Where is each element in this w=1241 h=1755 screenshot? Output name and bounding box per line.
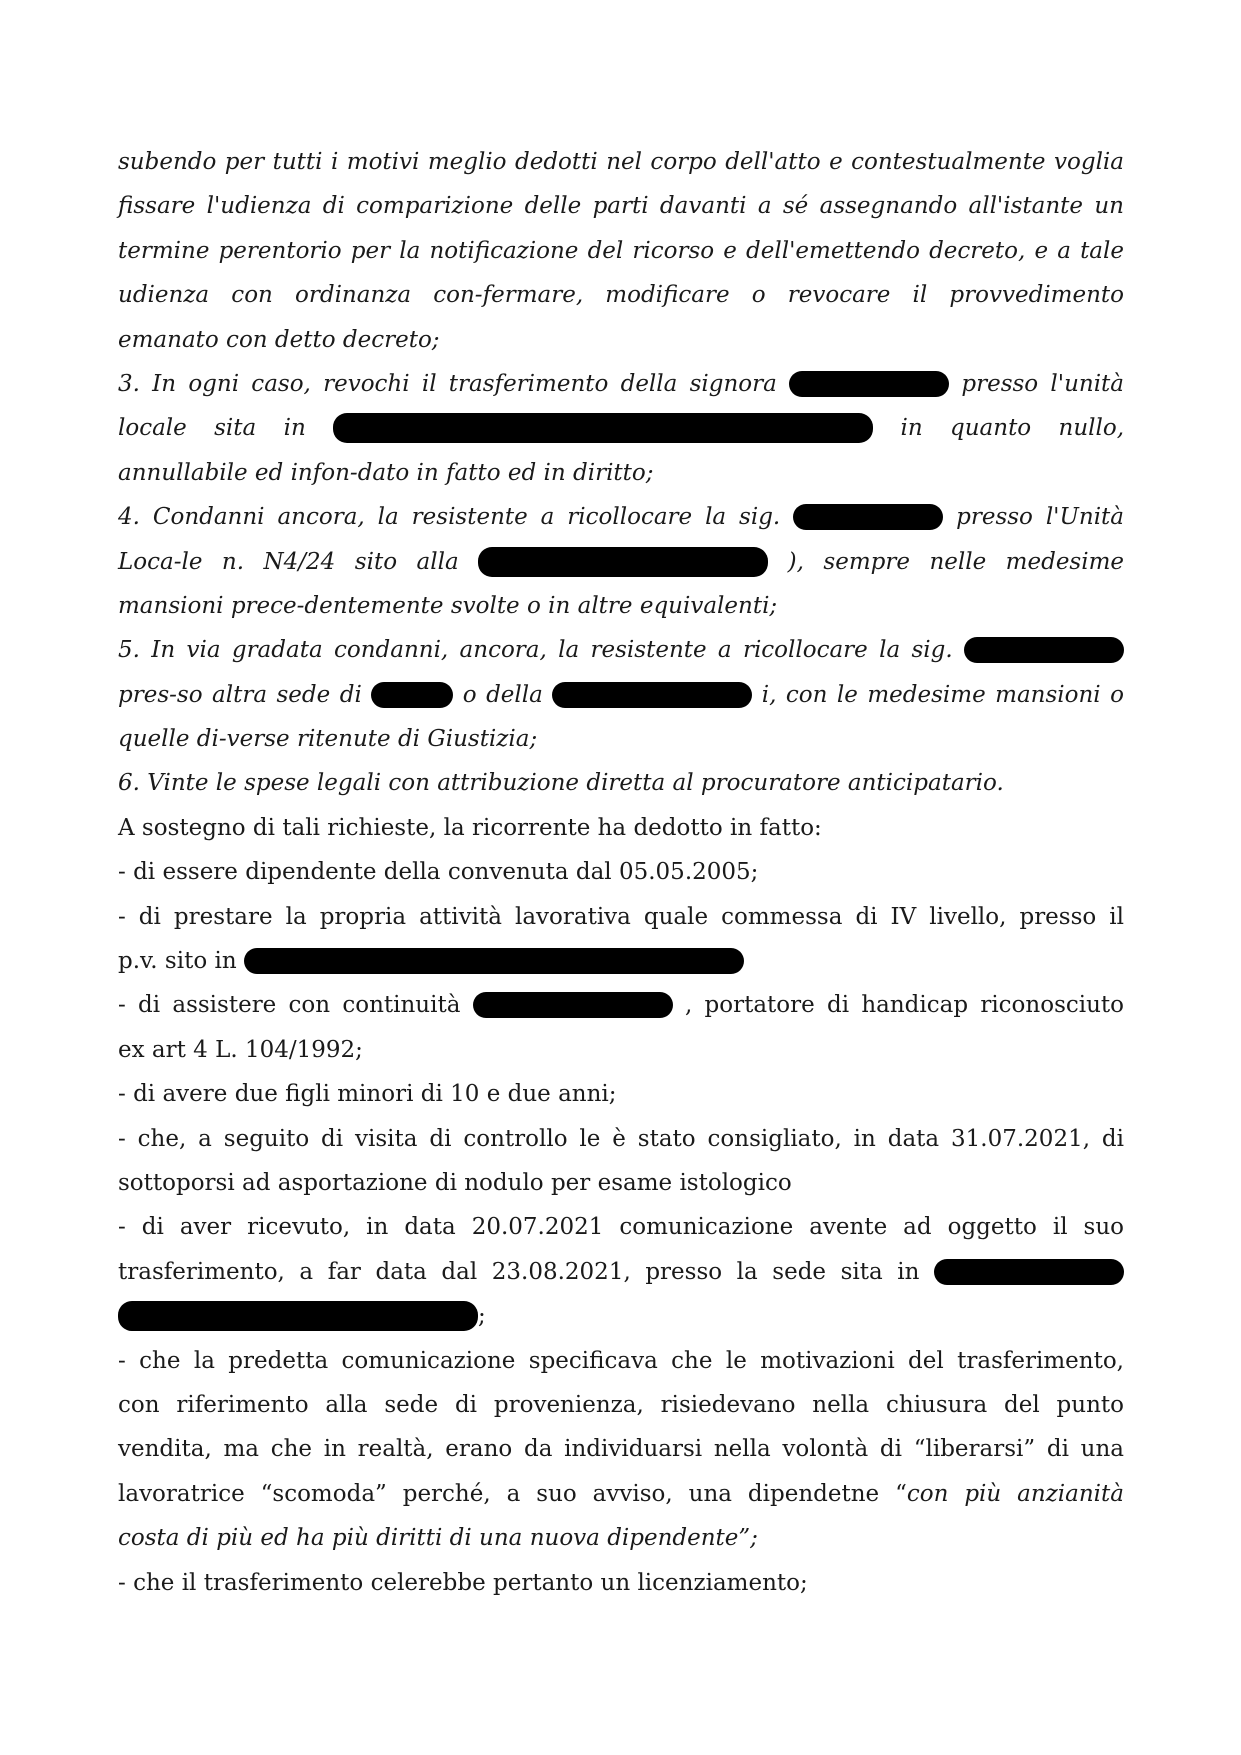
redaction-mark xyxy=(371,682,453,708)
text-line: termine perentorio per la notificazione del ricorso e dell'emettendo decreto, e a tale xyxy=(118,237,1124,264)
text-segment: pres-so altra sede di xyxy=(118,681,362,708)
text-segment: locale sita in xyxy=(118,415,306,442)
text-line: con riferimento alla sede di provenienza, risiedevano nella chiusura del punto xyxy=(118,1391,1124,1418)
text-line: vendita, ma che in realtà, erano da individuarsi nella volontà di “liberarsi” di una xyxy=(118,1436,1124,1463)
text-segment: 3. In ogni caso, revochi il trasferimento della signora xyxy=(118,370,777,397)
text-segment: ), sempre nelle medesime xyxy=(787,548,1125,575)
text-line: udienza con ordinanza con-fermare, modificare o revocare il provvedimento xyxy=(118,282,1124,309)
text-line xyxy=(118,406,1124,450)
text-segment: 4. Condanni ancora, la resistente a ricollocare la sig. xyxy=(118,504,781,531)
text-segment: p.v. sito in xyxy=(118,948,237,975)
text-line: - che la predetta comunicazione specificava che le motivazioni del trasferimento, xyxy=(118,1347,1124,1374)
text-line: - di aver ricevuto, in data 20.07.2021 comunicazione avente ad oggetto il suo xyxy=(118,1214,1124,1241)
text-segment: presso l'Unità xyxy=(956,504,1125,531)
text-segment: trasferimento, a far data dal 23.08.2021, presso la sede sita in xyxy=(118,1258,920,1285)
text-segment: in quanto nullo, xyxy=(900,415,1125,442)
text-line xyxy=(118,1294,1124,1338)
redaction-mark xyxy=(552,682,752,708)
redaction-mark xyxy=(244,948,744,974)
redaction-mark xyxy=(793,504,943,530)
text-line: - di prestare la propria attività lavorativa quale commessa di IV livello, presso il xyxy=(118,903,1124,930)
redaction-mark xyxy=(333,413,873,443)
text-line xyxy=(118,540,1124,584)
document-page xyxy=(118,140,1124,1605)
redaction-mark xyxy=(789,371,949,397)
text-line xyxy=(118,628,1124,672)
text-line: - che, a seguito di visita di controllo le è stato consigliato, in data 31.07.2021, di xyxy=(118,1125,1124,1152)
text-line: mansioni prece-dentemente svolte o in altre equivalenti; xyxy=(118,592,778,619)
text-segment: , portatore di handicap riconosciuto xyxy=(684,992,1125,1019)
text-line: annullabile ed infon-dato in fatto ed in diritto; xyxy=(118,459,654,486)
text-line: fissare l'udienza di comparizione delle parti davanti a sé assegnando all'istante un xyxy=(118,193,1124,220)
redaction-mark xyxy=(118,1301,478,1331)
text-segment: con più anzianità xyxy=(906,1480,1124,1507)
redaction-mark xyxy=(934,1259,1124,1285)
text-segment: o della xyxy=(462,681,543,708)
text-line: subendo per tutti i motivi meglio dedotti nel corpo dell'atto e contestualmente voglia xyxy=(118,149,1124,175)
redaction-mark xyxy=(964,637,1124,663)
redaction-mark xyxy=(473,992,673,1018)
text-segment: 5. In via gradata condanni, ancora, la resistente a ricollocare la sig. xyxy=(118,637,953,664)
text-line: 6. Vinte le spese legali con attribuzione diretta al procuratore anticipatario. xyxy=(118,770,1004,797)
text-line: - che il trasferimento celerebbe pertanto un licenziamento; xyxy=(118,1569,808,1596)
text-line: A sostegno di tali richieste, la ricorrente ha dedotto in fatto: xyxy=(118,814,822,841)
text-line xyxy=(118,495,1124,539)
text-segment: Loca-le n. N4/24 sito alla xyxy=(118,548,459,575)
text-line xyxy=(118,1250,1124,1294)
text-line xyxy=(118,983,1124,1027)
text-line: costa di più ed ha più diritti di una nuova dipendente”; xyxy=(118,1525,758,1552)
text-line: - di avere due figli minori di 10 e due anni; xyxy=(118,1081,617,1108)
text-line xyxy=(118,939,1124,983)
text-line: ex art 4 L. 104/1992; xyxy=(118,1036,363,1063)
text-segment: lavoratrice “scomoda” perché, a suo avviso, una dipendetne “ xyxy=(118,1480,907,1507)
text-line: sottoporsi ad asportazione di nodulo per esame istologico xyxy=(118,1169,792,1196)
redaction-mark xyxy=(478,547,768,577)
text-line xyxy=(118,1472,1124,1516)
text-line: - di essere dipendente della convenuta dal 05.05.2005; xyxy=(118,859,759,886)
text-line xyxy=(118,362,1124,406)
text-segment: i, con le medesime mansioni o xyxy=(761,681,1124,708)
text-segment: ; xyxy=(478,1303,486,1330)
text-line: emanato con detto decreto; xyxy=(118,326,440,353)
text-segment: - di assistere con continuità xyxy=(118,992,461,1019)
text-segment: presso l'unità xyxy=(961,370,1125,397)
text-line: quelle di-verse ritenute di Giustizia; xyxy=(118,726,538,753)
text-line xyxy=(118,673,1124,717)
